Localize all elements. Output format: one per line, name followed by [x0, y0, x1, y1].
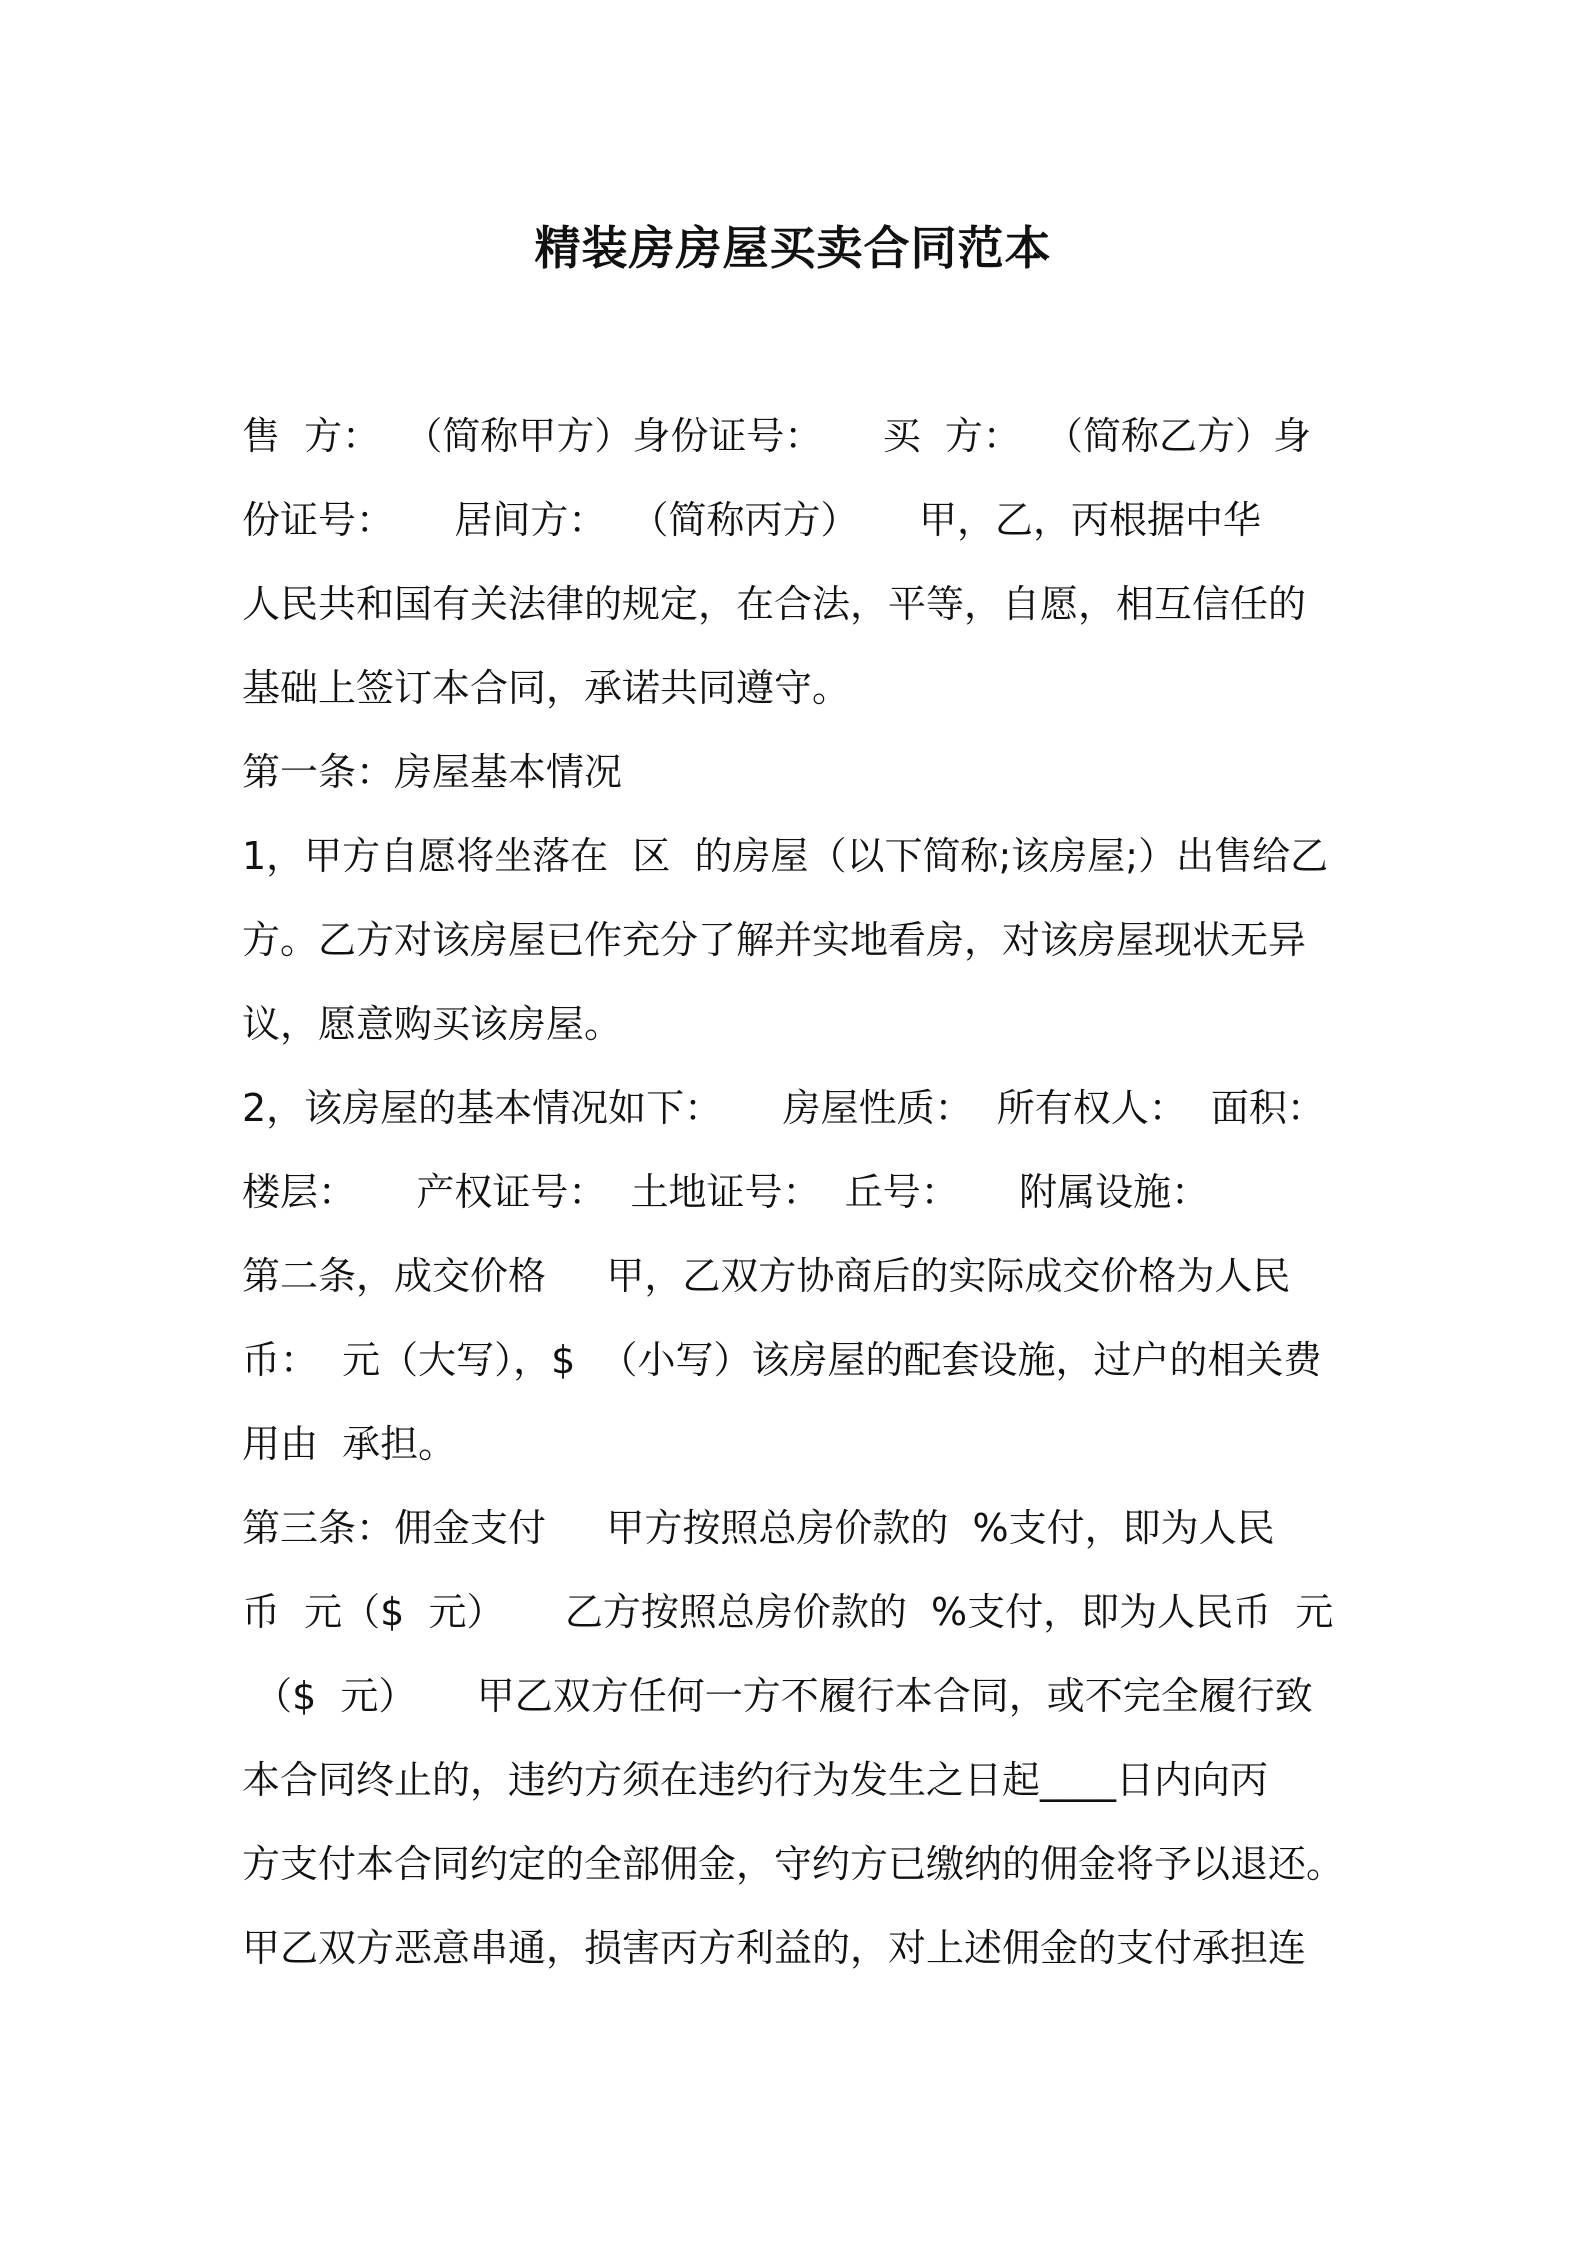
body-line: 本合同终止的，违约方须在违约行为发生之日起____日内向丙: [242, 1758, 1269, 1802]
body-line: 人民共和国有关法律的规定，在合法，平等，自愿，相互信任的: [242, 582, 1307, 626]
body-line: 份证号： 居间方： （简称丙方） 甲，乙，丙根据中华: [242, 498, 1261, 542]
body-line: 币： 元（大写），$ （小写）该房屋的配套设施，过户的相关费: [242, 1338, 1322, 1382]
section-heading: 第一条：房屋基本情况: [242, 750, 623, 794]
body-line: 用由 承担。: [242, 1422, 457, 1466]
body-line: 2，该房屋的基本情况如下： 房屋性质： 所有权人： 面积：: [242, 1086, 1325, 1130]
body-line: 售 方： （简称甲方）身份证号： 买 方： （简称乙方）身: [242, 414, 1312, 458]
body-line: 1，甲方自愿将坐落在 区 的房屋（以下简称;该房屋;）出售给乙: [242, 834, 1329, 878]
section-heading: 第二条，成交价格 甲，乙双方协商后的实际成交价格为人民: [242, 1254, 1291, 1298]
body-line: （$ 元） 甲乙双方任何一方不履行本合同，或不完全履行致: [242, 1674, 1313, 1718]
body-line: 甲乙双方恶意串通，损害丙方利益的，对上述佣金的支付承担连: [242, 1926, 1307, 1970]
body-line: 基础上签订本合同，承诺共同遵守。: [242, 666, 851, 710]
body-line: 楼层： 产权证号： 土地证号： 丘号： 附属设施：: [242, 1170, 1210, 1214]
body-line: 方支付本合同约定的全部佣金，守约方已缴纳的佣金将予以退还。: [242, 1842, 1345, 1886]
body-line: 议，愿意购买该房屋。: [242, 1002, 623, 1046]
body-line: 方。乙方对该房屋已作充分了解并实地看房，对该房屋现状无异: [242, 918, 1307, 962]
document-title: 精装房房屋买卖合同范本: [534, 221, 1052, 275]
body-line: 币 元（$ 元） 乙方按照总房价款的 %支付，即为人民币 元: [242, 1590, 1334, 1634]
section-heading: 第三条：佣金支付 甲方按照总房价款的 %支付，即为人民: [242, 1506, 1275, 1550]
